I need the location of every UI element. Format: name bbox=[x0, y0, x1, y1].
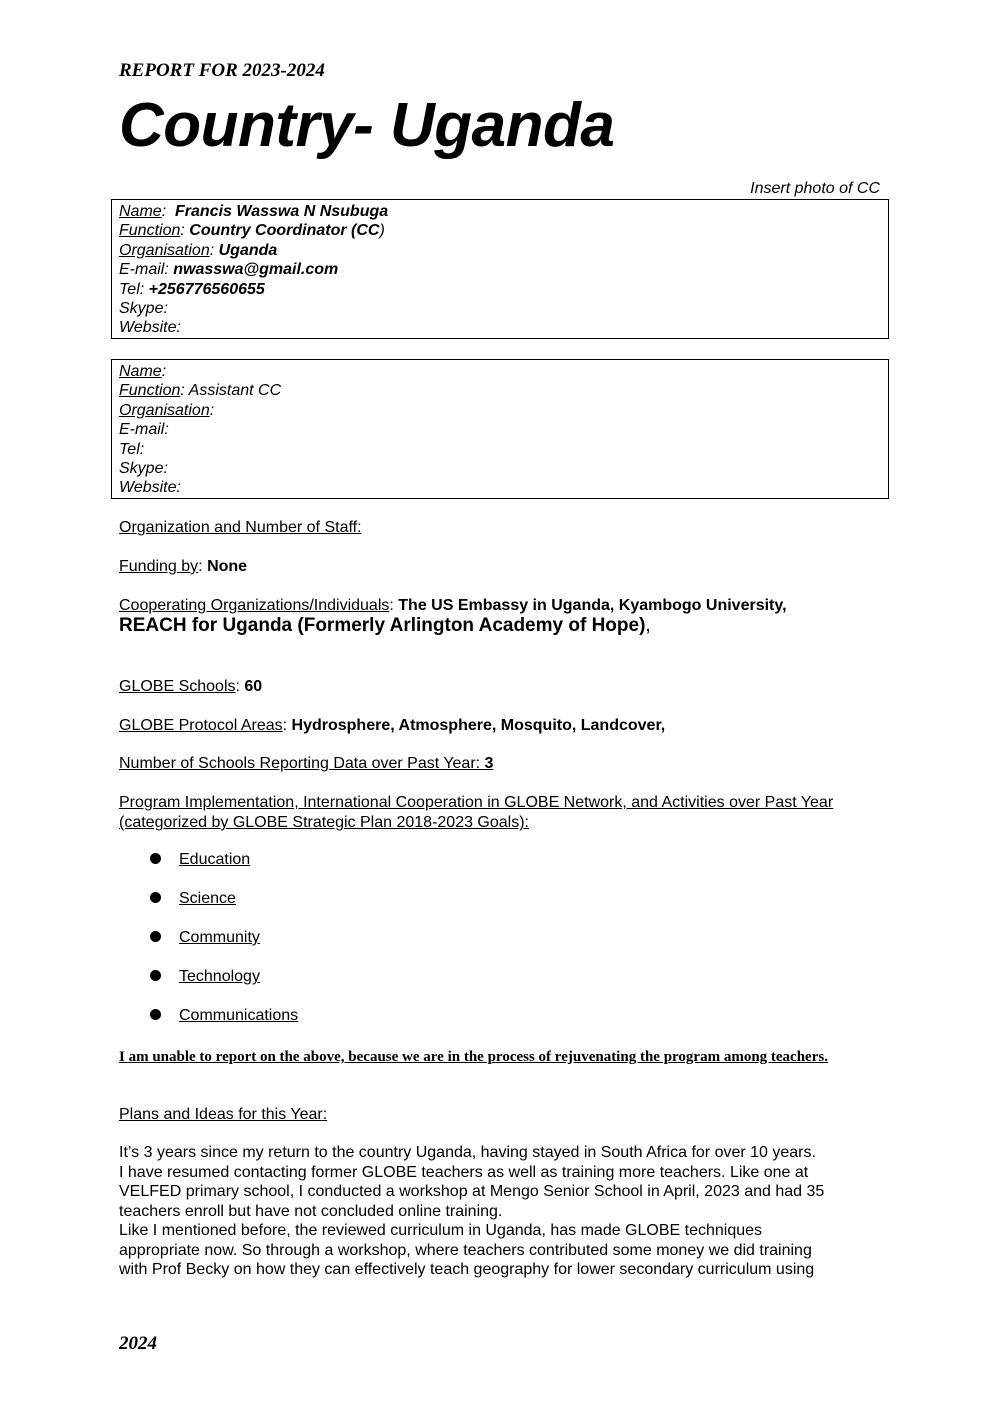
assistant-tel-row: Tel: bbox=[119, 440, 145, 458]
plans-line: It’s 3 years since my return to the country Uganda, having stayed in South Africa for over 10 years. bbox=[119, 1144, 816, 1161]
coordinator-tel-row bbox=[112, 280, 888, 299]
globe-schools-value: 60 bbox=[244, 678, 263, 695]
plans-line: appropriate now. So through a workshop, where teachers contributed some money we did training bbox=[119, 1241, 812, 1259]
goal-item-science bbox=[150, 890, 236, 908]
goal-item-community bbox=[150, 929, 260, 947]
country-title: Country- Uganda bbox=[119, 91, 615, 160]
plans-heading: Plans and Ideas for this Year: bbox=[119, 1106, 328, 1123]
bullet-icon bbox=[150, 931, 161, 942]
goal-label: Science bbox=[179, 890, 236, 907]
assistant-contact-box bbox=[111, 359, 889, 499]
funding-value: None bbox=[207, 558, 248, 575]
coordinator-website-row: Website: bbox=[119, 319, 181, 337]
coordinator-org-row: Organisation: Uganda bbox=[119, 241, 278, 259]
assistant-function-row bbox=[112, 381, 888, 400]
protocol-areas-label: GLOBE Protocol Areas bbox=[119, 717, 283, 734]
cooperating-value-2: REACH for Uganda (Formerly Arlington Academy of Hope) bbox=[119, 615, 646, 636]
goal-label: Technology bbox=[179, 968, 260, 985]
bullet-icon bbox=[150, 1009, 161, 1020]
funding-label: Funding by bbox=[119, 558, 199, 575]
goal-item-education bbox=[150, 851, 250, 869]
org-staff-heading: Organization and Number of Staff: bbox=[119, 519, 362, 536]
goal-label: Communications bbox=[179, 1007, 299, 1024]
plans-body bbox=[119, 1143, 879, 1280]
coordinator-email-row bbox=[112, 260, 888, 279]
org-label: Organisation bbox=[119, 241, 210, 259]
assistant-name-row: Name: bbox=[119, 363, 167, 380]
coordinator-function: Country Coordinator (CC bbox=[189, 222, 380, 240]
assistant-org-row: Organisation: bbox=[119, 401, 215, 419]
coordinator-contact-box bbox=[111, 199, 889, 339]
protocol-areas-row: GLOBE Protocol Areas: Hydrosphere, Atmosphere, Mosquito, Landcover, bbox=[119, 717, 666, 734]
function-label: Function bbox=[119, 222, 181, 240]
plans-line: Like I mentioned before, the reviewed curriculum in Uganda, has made GLOBE techniques bbox=[119, 1222, 763, 1239]
plans-line: I have resumed contacting former GLOBE teachers as well as training more teachers. Like one at bbox=[119, 1163, 809, 1181]
assistant-skype-row: Skype: bbox=[119, 460, 168, 478]
cooperating-value-1: The US Embassy in Uganda, Kyambogo University, bbox=[398, 597, 787, 614]
unable-to-report-note: I am unable to report on the above, because we are in the process of rejuvenating the program among teachers. bbox=[119, 1049, 828, 1065]
reporting-schools-row bbox=[119, 754, 493, 774]
name-label: Name bbox=[119, 363, 162, 380]
funding-row: Funding by: None bbox=[119, 558, 248, 575]
coordinator-org: Uganda bbox=[218, 241, 278, 259]
program-heading-line1: Program Implementation, International Cooperation in GLOBE Network, and Activities over Past Year bbox=[119, 794, 834, 811]
assistant-email-row: E-mail: bbox=[119, 421, 169, 439]
plans-line: VELFED primary school, I conducted a workshop at Mengo Senior School in April, 2023 and had 35 bbox=[119, 1183, 825, 1200]
tel-label: Tel: bbox=[119, 280, 149, 298]
coordinator-email[interactable]: nwasswa@gmail.com bbox=[173, 261, 339, 279]
coordinator-skype-row: Skype: bbox=[119, 300, 168, 318]
cooperating-label: Cooperating Organizations/Individuals bbox=[119, 597, 390, 614]
goal-item-communications bbox=[150, 1007, 298, 1025]
globe-schools-label: GLOBE Schools bbox=[119, 678, 236, 695]
goal-item-technology bbox=[150, 968, 260, 986]
cooperating-row-2: REACH for Uganda (Formerly Arlington Academy of Hope), bbox=[119, 615, 651, 636]
assistant-function: : Assistant CC bbox=[180, 382, 282, 400]
photo-placeholder-note: Insert photo of CC bbox=[750, 180, 880, 197]
plans-line: with Prof Becky on how they can effectively teach geography for lower secondary curriculum using bbox=[119, 1261, 815, 1278]
program-heading-line2: (categorized by GLOBE Strategic Plan 2018-2023 Goals): bbox=[119, 814, 529, 831]
bullet-icon bbox=[150, 970, 161, 981]
function-close: ) bbox=[379, 222, 385, 240]
reporting-schools-label-text: Number of Schools Reporting Data over Past Year: bbox=[119, 755, 485, 772]
globe-schools-row: GLOBE Schools: 60 bbox=[119, 678, 263, 695]
coordinator-tel: +256776560655 bbox=[148, 280, 265, 298]
goal-label: Community bbox=[179, 929, 260, 946]
cooperating-row: Cooperating Organizations/Individuals: The US Embassy in Uganda, Kyambogo University, bbox=[119, 597, 787, 614]
protocol-areas-value: Hydrosphere, Atmosphere, Mosquito, Landcover, bbox=[291, 717, 666, 734]
coordinator-name-row: Name: Francis Wasswa N Nsubuga bbox=[119, 203, 389, 220]
bullet-icon bbox=[150, 892, 161, 903]
name-label: Name bbox=[119, 203, 162, 220]
assistant-website-row: Website: bbox=[119, 479, 181, 497]
report-title: REPORT FOR 2023-2024 bbox=[119, 60, 325, 81]
goal-label: Education bbox=[179, 851, 251, 868]
bullet-icon bbox=[150, 853, 161, 864]
coordinator-function-row: Function: Country Coordinator (CC) bbox=[119, 222, 385, 240]
coordinator-name: Francis Wasswa N Nsubuga bbox=[175, 203, 389, 220]
org-label: Organisation bbox=[119, 401, 210, 419]
function-label: Function bbox=[119, 382, 181, 400]
plans-line: teachers enroll but have not concluded online training. bbox=[119, 1202, 503, 1220]
reporting-schools-value: 3 bbox=[484, 755, 494, 772]
reporting-schools-label bbox=[119, 755, 493, 772]
footer-year: 2024 bbox=[119, 1333, 157, 1354]
email-label: E-mail: bbox=[119, 261, 174, 279]
